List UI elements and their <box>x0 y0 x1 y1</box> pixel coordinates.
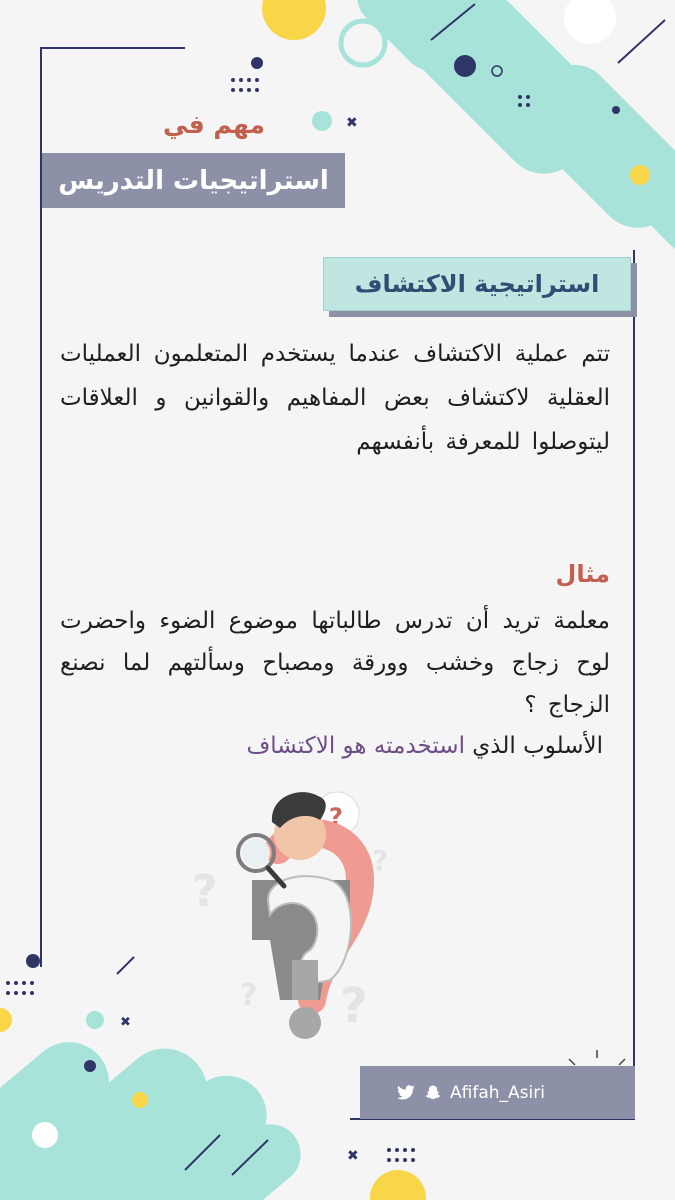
example-text: معلمة تريد أن تدرس طالباتها موضوع الضوء واحضرت لوح زجاج وخشب وورقة ومصباح وسألتهم لما نصنع الزجاج ؟ <box>60 608 610 718</box>
topic-title-box <box>323 257 631 311</box>
answer-highlight: استخدمته هو الاكتشاف <box>246 733 465 759</box>
bottom-left-mint-shapes <box>0 1008 313 1200</box>
top-yellow-circle <box>262 0 326 40</box>
snapchat-icon[interactable] <box>424 1084 442 1102</box>
frame-right-line <box>633 250 635 1120</box>
thinking-man-illustration <box>192 792 388 1039</box>
example-answer <box>246 733 603 759</box>
svg-text:✖: ✖ <box>346 115 358 131</box>
svg-text:✖: ✖ <box>347 1148 359 1164</box>
header-title-box <box>42 153 345 208</box>
topic-title: استراتيجية الاكتشاف <box>354 270 600 298</box>
svg-text:✖: ✖ <box>120 1015 131 1030</box>
footer-handle[interactable]: Afifah_Asiri <box>450 1082 545 1103</box>
bottom-yellow-circle <box>370 1170 426 1200</box>
twitter-icon[interactable] <box>396 1085 416 1101</box>
top-right-mint-shapes <box>346 0 675 270</box>
svg-text:?: ? <box>240 978 258 1013</box>
top-navy-dot <box>454 55 476 77</box>
footer-bar <box>360 1066 635 1119</box>
svg-text:?: ? <box>340 978 368 1034</box>
example-label: مثال <box>555 560 610 588</box>
top-mint-dot <box>312 111 332 131</box>
header-title: استراتيجيات التدريس <box>58 165 329 196</box>
header-subtitle: مهم في <box>163 110 265 139</box>
frame-top-line <box>40 47 185 49</box>
answer-prefix: الأسلوب الذي <box>472 733 603 759</box>
svg-text:?: ? <box>192 866 218 917</box>
svg-text:?: ? <box>329 803 343 831</box>
svg-text:?: ? <box>372 844 389 877</box>
definition-text: تتم عملية الاكتشاف عندما يستخدم المتعلمون العمليات العقلية لاكتشاف بعض المفاهيم والقوانين و العلاقات ليتوصلوا للمعرفة بأنفسهم <box>60 341 610 455</box>
top-mint-ring <box>341 21 385 65</box>
